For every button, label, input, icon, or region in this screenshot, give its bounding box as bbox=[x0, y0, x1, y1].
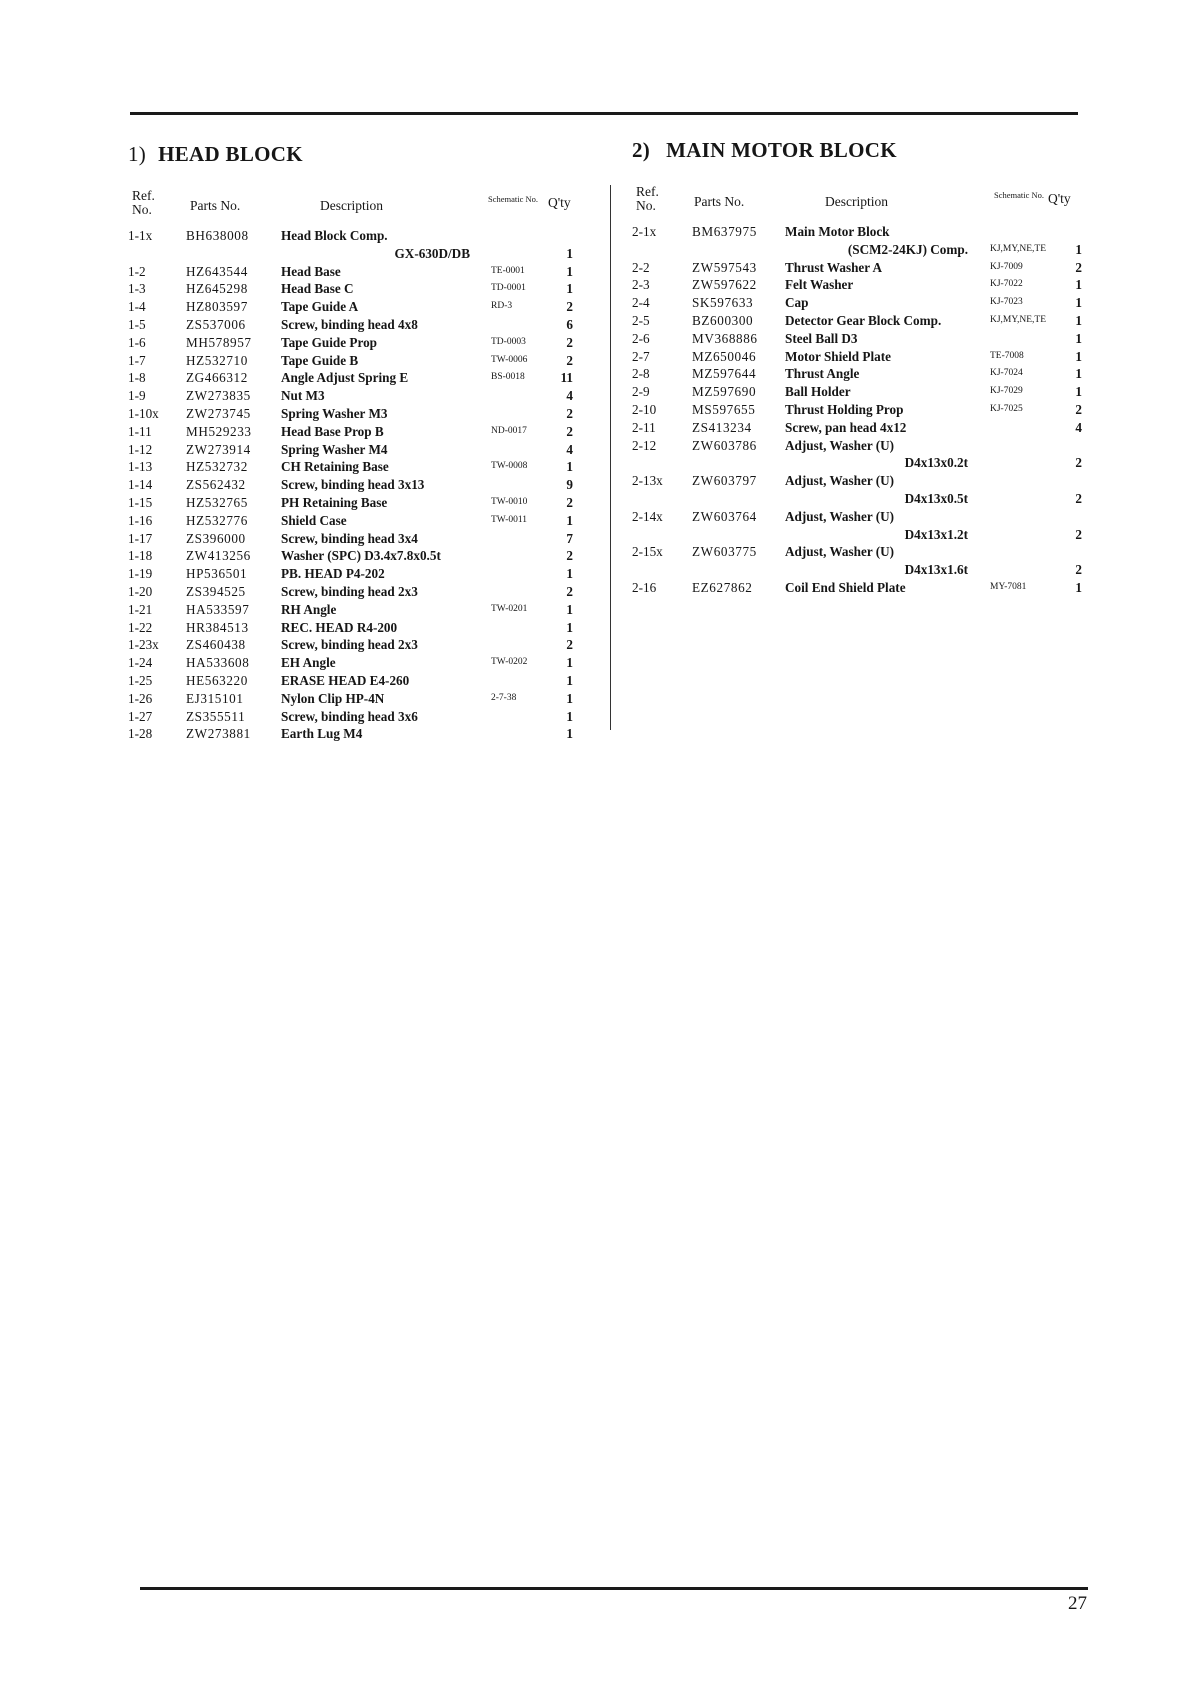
table-row: 1-27 ZS355511 Screw, binding head 3x6 1 bbox=[128, 708, 573, 724]
ref-cell: 2-3 bbox=[632, 277, 650, 293]
description-cell: Tape Guide Prop bbox=[281, 334, 378, 350]
ref-cell: 2-11 bbox=[632, 419, 656, 435]
description-cell: Head Block Comp. bbox=[281, 228, 388, 243]
description-cell: Thrust Washer A bbox=[785, 259, 882, 275]
ref-cell: 1-24 bbox=[128, 655, 153, 671]
table-row: 1-11 MH529233 Head Base Prop B ND-0017 2 bbox=[128, 423, 573, 439]
ref-cell: 2-2 bbox=[632, 259, 650, 275]
ref-cell: 2-15x bbox=[632, 544, 663, 560]
table-header bbox=[128, 189, 588, 227]
parts-cell: ZW597622 bbox=[692, 277, 757, 293]
description-cell: Felt Washer bbox=[785, 277, 854, 293]
parts-cell: ZW603797 bbox=[692, 473, 757, 489]
schematic-cell: ND-0017 bbox=[491, 425, 527, 436]
parts-cell: ZW603775 bbox=[692, 544, 757, 560]
table-row: 1-7 HZ532710 Tape Guide B TW-0006 2 bbox=[128, 352, 573, 368]
description-cell: Nut M3 bbox=[281, 388, 325, 404]
description-cell: REC. HEAD R4-200 bbox=[281, 619, 398, 635]
schematic-cell: KJ-7023 bbox=[990, 297, 1023, 308]
parts-cell: HZ532710 bbox=[186, 352, 248, 368]
parts-cell: HZ532765 bbox=[186, 494, 248, 510]
parts-cell: MH529233 bbox=[186, 423, 252, 439]
description-cell: Cap bbox=[785, 295, 809, 311]
table-row bbox=[632, 543, 1092, 561]
ref-cell: 1-10x bbox=[128, 405, 159, 421]
schematic-cell: KJ,MY,NE,TE bbox=[990, 314, 1047, 325]
description-cell: Adjust, Washer (U) bbox=[785, 544, 895, 560]
schematic-cell: TD-0003 bbox=[491, 336, 526, 347]
section-number: 2) bbox=[632, 138, 651, 162]
table-row bbox=[632, 508, 1092, 526]
parts-cell: ZS394525 bbox=[186, 583, 246, 599]
ref-cell: 1-13 bbox=[128, 459, 153, 475]
table-row: 2-16 EZ627862 Coil End Shield Plate MY-7081 1 bbox=[632, 579, 1082, 595]
description-cell: Screw, binding head 3x4 bbox=[281, 530, 418, 546]
table-row: 1-18 ZW413256 Washer (SPC) D3.4x7.8x0.5t 2 bbox=[128, 548, 573, 564]
description-cell: Motor Shield Plate bbox=[785, 348, 891, 364]
header-schematic: Schematic No. bbox=[994, 190, 1045, 200]
table-row: (SCM2-24KJ) Comp. KJ,MY,NE,TE 1 bbox=[847, 241, 1082, 257]
description-cell: Tape Guide B bbox=[281, 352, 359, 368]
parts-cell: HA533608 bbox=[186, 655, 250, 671]
header-parts: Parts No. bbox=[190, 198, 241, 213]
ref-cell: 2-1x bbox=[632, 224, 657, 239]
description-cell: D4x13x0.5t bbox=[904, 490, 968, 506]
description-cell: Tape Guide A bbox=[281, 299, 359, 315]
parts-cell: HR384513 bbox=[186, 619, 249, 635]
ref-cell: 2-6 bbox=[632, 330, 650, 346]
parts-cell: MS597655 bbox=[692, 401, 756, 417]
table-row: 1-12 ZW273914 Spring Washer M4 4 bbox=[128, 441, 573, 457]
header-ref: Ref. No. bbox=[132, 188, 155, 217]
parts-cell: ZS537006 bbox=[186, 316, 246, 332]
parts-cell: EZ627862 bbox=[692, 579, 753, 595]
section-number: 1) bbox=[128, 142, 147, 166]
schematic-cell: KJ,MY,NE,TE bbox=[990, 243, 1047, 254]
schematic-cell: TW-0011 bbox=[491, 514, 528, 525]
table-row: D4x13x1.6t 2 bbox=[904, 562, 1082, 578]
column-divider bbox=[610, 185, 611, 730]
description-cell: RH Angle bbox=[281, 601, 337, 617]
parts-cell: ZW597543 bbox=[692, 259, 757, 275]
ref-cell: 1-5 bbox=[128, 316, 146, 332]
bottom-rule bbox=[140, 1587, 1088, 1590]
table-row: 1-21 HA533597 RH Angle TW-0201 1 bbox=[128, 601, 573, 617]
table-row: 1-16 HZ532776 Shield Case TW-0011 1 bbox=[128, 512, 573, 528]
header-description: Description bbox=[825, 194, 888, 209]
description-cell: Screw, binding head 3x6 bbox=[281, 708, 418, 724]
table-row: 1-15 HZ532765 PH Retaining Base TW-0010 2 bbox=[128, 494, 573, 510]
ref-cell: 1-15 bbox=[128, 494, 153, 510]
ref-cell: 1-3 bbox=[128, 281, 146, 297]
table-row: 1-8 ZG466312 Angle Adjust Spring E BS-0018 11 bbox=[128, 370, 573, 386]
parts-cell: HE563220 bbox=[186, 672, 248, 688]
schematic-cell: KJ-7024 bbox=[990, 368, 1023, 379]
table-row: 2-9 MZ597690 Ball Holder KJ-7029 1 bbox=[632, 384, 1082, 400]
schematic-cell: TE-0001 bbox=[491, 265, 525, 276]
parts-cell: MZ597690 bbox=[692, 384, 757, 400]
ref-cell: 2-16 bbox=[632, 579, 657, 595]
ref-cell: 1-21 bbox=[128, 601, 153, 617]
ref-cell: 1-26 bbox=[128, 690, 153, 706]
parts-cell: SK597633 bbox=[692, 295, 754, 311]
description-cell: Coil End Shield Plate bbox=[785, 579, 906, 595]
schematic-cell: MY-7081 bbox=[990, 581, 1027, 592]
table-row: 1-9 ZW273835 Nut M3 4 bbox=[128, 388, 573, 404]
parts-cell: HZ803597 bbox=[186, 299, 248, 315]
table-row: 1-6 MH578957 Tape Guide Prop TD-0003 2 bbox=[128, 334, 573, 350]
table-row: 2-2 ZW597543 Thrust Washer A KJ-7009 2 bbox=[632, 259, 1082, 275]
table-row: 1-19 HP536501 PB. HEAD P4-202 1 bbox=[128, 566, 573, 582]
parts-cell: MZ650046 bbox=[692, 348, 757, 364]
table-row: 1-4 HZ803597 Tape Guide A RD-3 2 bbox=[128, 299, 573, 315]
table-row: 1-26 EJ315101 Nylon Clip HP-4N 2-7-38 1 bbox=[128, 690, 573, 706]
table-row: 2-8 MZ597644 Thrust Angle KJ-7024 1 bbox=[632, 366, 1082, 382]
ref-cell: 1-12 bbox=[128, 441, 153, 457]
description-cell: Spring Washer M4 bbox=[281, 441, 388, 457]
main-motor-block-title bbox=[632, 138, 1092, 163]
parts-cell: HZ532776 bbox=[186, 512, 248, 528]
ref-cell: 2-8 bbox=[632, 366, 650, 382]
ref-cell: 2-14x bbox=[632, 508, 663, 524]
schematic-cell: TW-0010 bbox=[491, 496, 528, 507]
schematic-cell: TE-7008 bbox=[990, 350, 1024, 361]
schematic-cell: KJ-7009 bbox=[990, 261, 1023, 272]
parts-cell: ZW273835 bbox=[186, 388, 251, 404]
parts-cell: ZS413234 bbox=[692, 419, 752, 435]
ref-cell: 1-18 bbox=[128, 548, 153, 564]
parts-cell: BM637975 bbox=[692, 224, 757, 239]
description-cell: Spring Washer M3 bbox=[281, 405, 388, 421]
description-cell: Screw, binding head 4x8 bbox=[281, 316, 418, 332]
parts-cell: ZW273914 bbox=[186, 441, 251, 457]
schematic-cell: TW-0008 bbox=[491, 461, 528, 472]
ref-cell: 1-8 bbox=[128, 370, 146, 386]
table-row bbox=[632, 223, 1092, 241]
description-cell: (SCM2-24KJ) Comp. bbox=[847, 241, 968, 257]
schematic-cell: KJ-7022 bbox=[990, 279, 1023, 290]
ref-cell: 1-16 bbox=[128, 512, 153, 528]
schematic-cell: KJ-7029 bbox=[990, 386, 1023, 397]
description-cell: Adjust, Washer (U) bbox=[785, 437, 895, 453]
parts-cell: ZW273745 bbox=[186, 405, 251, 421]
table-row: GX-630D/DB 1 bbox=[394, 245, 573, 261]
description-cell: Detector Gear Block Comp. bbox=[785, 312, 942, 328]
parts-cell: HZ532732 bbox=[186, 459, 248, 475]
description-cell: Earth Lug M4 bbox=[281, 726, 363, 742]
table-row: 1-24 HA533608 EH Angle TW-0202 1 bbox=[128, 655, 573, 671]
ref-cell: 1-11 bbox=[128, 423, 152, 439]
description-cell: Ball Holder bbox=[785, 384, 851, 400]
parts-cell: ZS396000 bbox=[186, 530, 246, 546]
header-schematic: Schematic No. bbox=[488, 194, 539, 204]
description-cell: Screw, binding head 2x3 bbox=[281, 583, 418, 599]
table-header bbox=[632, 185, 1092, 223]
ref-cell: 1-27 bbox=[128, 708, 153, 724]
head-block-title bbox=[128, 142, 588, 167]
page-number: 27 bbox=[1068, 1593, 1087, 1614]
description-cell: Nylon Clip HP-4N bbox=[281, 690, 385, 706]
description-cell: EH Angle bbox=[281, 655, 336, 671]
ref-cell: 1-17 bbox=[128, 530, 153, 546]
description-cell: D4x13x1.6t bbox=[904, 562, 968, 578]
ref-cell: 2-5 bbox=[632, 312, 650, 328]
table-row: 1-13 HZ532732 CH Retaining Base TW-0008 1 bbox=[128, 459, 573, 475]
ref-cell: 1-28 bbox=[128, 726, 153, 742]
description-cell: Adjust, Washer (U) bbox=[785, 508, 895, 524]
ref-cell: 1-22 bbox=[128, 619, 153, 635]
ref-cell: 1-25 bbox=[128, 672, 153, 688]
ref-cell: 2-7 bbox=[632, 348, 650, 364]
parts-cell: HP536501 bbox=[186, 566, 248, 582]
parts-cell: HA533597 bbox=[186, 601, 250, 617]
description-cell: Washer (SPC) D3.4x7.8x0.5t bbox=[281, 548, 441, 564]
table-row: 2-10 MS597655 Thrust Holding Prop KJ-7025 2 bbox=[632, 401, 1082, 417]
parts-cell: ZS562432 bbox=[186, 477, 246, 493]
header-description: Description bbox=[320, 198, 383, 213]
description-cell: D4x13x0.2t bbox=[904, 455, 968, 471]
ref-cell: 1-20 bbox=[128, 583, 153, 599]
description-cell: Screw, binding head 2x3 bbox=[281, 637, 418, 653]
ref-cell: 2-13x bbox=[632, 473, 663, 489]
ref-cell: 2-4 bbox=[632, 295, 650, 311]
ref-cell: 2-9 bbox=[632, 384, 650, 400]
table-row: D4x13x1.2t 2 bbox=[904, 526, 1082, 542]
header-qty: Q'ty bbox=[548, 195, 571, 210]
table-row: 1-25 HE563220 ERASE HEAD E4-260 1 bbox=[128, 672, 573, 688]
header-ref: Ref. No. bbox=[636, 184, 659, 213]
head-block-section bbox=[128, 142, 588, 743]
table-row: 2-6 MV368886 Steel Ball D3 1 bbox=[632, 330, 1082, 346]
description-cell: Head Base bbox=[281, 263, 341, 279]
parts-cell: BH638008 bbox=[186, 228, 249, 243]
table-row: D4x13x0.2t 2 bbox=[904, 455, 1082, 471]
ref-cell: 1-9 bbox=[128, 388, 146, 404]
table-row: 1-23x ZS460438 Screw, binding head 2x3 2 bbox=[128, 637, 573, 653]
ref-cell: 2-10 bbox=[632, 401, 657, 417]
description-cell: PH Retaining Base bbox=[281, 494, 388, 510]
schematic-cell: TW-0202 bbox=[491, 657, 528, 668]
description-cell: Screw, binding head 3x13 bbox=[281, 477, 425, 493]
parts-cell: MH578957 bbox=[186, 334, 252, 350]
ref-cell: 1-23x bbox=[128, 637, 159, 653]
head-block-rows bbox=[128, 227, 588, 743]
ref-cell: 1-6 bbox=[128, 334, 146, 350]
parts-cell: HZ645298 bbox=[186, 281, 248, 297]
parts-cell: MZ597644 bbox=[692, 366, 757, 382]
table-row: 1-20 ZS394525 Screw, binding head 2x3 2 bbox=[128, 583, 573, 599]
table-row: D4x13x0.5t 2 bbox=[904, 490, 1082, 506]
description-cell: Shield Case bbox=[281, 512, 347, 528]
parts-cell: MV368886 bbox=[692, 330, 758, 346]
schematic-cell: 2-7-38 bbox=[491, 692, 517, 703]
description-cell: Thrust Angle bbox=[785, 366, 860, 382]
parts-cell: EJ315101 bbox=[186, 690, 244, 706]
parts-cell: ZG466312 bbox=[186, 370, 248, 386]
table-row: 2-3 ZW597622 Felt Washer KJ-7022 1 bbox=[632, 277, 1082, 293]
table-row: 1-14 ZS562432 Screw, binding head 3x13 9 bbox=[128, 477, 573, 493]
table-row: 2-4 SK597633 Cap KJ-7023 1 bbox=[632, 295, 1082, 311]
description-cell: GX-630D/DB bbox=[394, 245, 470, 261]
table-row: 1-5 ZS537006 Screw, binding head 4x8 6 bbox=[128, 316, 573, 332]
parts-cell: HZ643544 bbox=[186, 263, 248, 279]
ref-cell: 1-14 bbox=[128, 477, 153, 493]
parts-cell: BZ600300 bbox=[692, 312, 754, 328]
header-parts: Parts No. bbox=[694, 194, 745, 209]
description-cell: Adjust, Washer (U) bbox=[785, 473, 895, 489]
table-row: 1-2 HZ643544 Head Base TE-0001 1 bbox=[128, 263, 573, 279]
table-row: 2-11 ZS413234 Screw, pan head 4x12 4 bbox=[632, 419, 1082, 435]
description-cell: Steel Ball D3 bbox=[785, 330, 858, 346]
table-row: 1-10x ZW273745 Spring Washer M3 2 bbox=[128, 405, 573, 421]
table-row bbox=[632, 472, 1092, 490]
section-title-text: HEAD BLOCK bbox=[158, 142, 303, 166]
ref-cell: 1-1x bbox=[128, 228, 153, 243]
description-cell: Head Base Prop B bbox=[281, 423, 384, 439]
ref-cell: 1-19 bbox=[128, 566, 153, 582]
schematic-cell: KJ-7025 bbox=[990, 403, 1023, 414]
description-cell: Angle Adjust Spring E bbox=[281, 370, 409, 386]
schematic-cell: TD-0001 bbox=[491, 283, 526, 294]
main-motor-block-rows bbox=[632, 223, 1092, 597]
schematic-cell: RD-3 bbox=[491, 301, 513, 312]
description-cell: CH Retaining Base bbox=[281, 459, 389, 475]
table-row: 1-3 HZ645298 Head Base C TD-0001 1 bbox=[128, 281, 573, 297]
parts-cell: ZW273881 bbox=[186, 726, 251, 742]
table-row: 2-5 BZ600300 Detector Gear Block Comp. KJ,MY,NE,TE 1 bbox=[632, 312, 1082, 328]
description-cell: Thrust Holding Prop bbox=[785, 401, 904, 417]
section-title-text: MAIN MOTOR BLOCK bbox=[666, 138, 897, 162]
schematic-cell: BS-0018 bbox=[491, 372, 525, 383]
table-row bbox=[128, 227, 588, 245]
parts-cell: ZS355511 bbox=[186, 708, 246, 724]
schematic-cell: TW-0201 bbox=[491, 603, 528, 614]
header-qty: Q'ty bbox=[1048, 191, 1071, 206]
description-cell: PB. HEAD P4-202 bbox=[281, 566, 385, 582]
table-row: 1-28 ZW273881 Earth Lug M4 1 bbox=[128, 726, 573, 742]
table-row: 2-7 MZ650046 Motor Shield Plate TE-7008 1 bbox=[632, 348, 1082, 364]
description-cell: ERASE HEAD E4-260 bbox=[281, 672, 410, 688]
parts-cell: ZS460438 bbox=[186, 637, 246, 653]
table-row bbox=[632, 437, 1092, 455]
parts-cell: ZW603786 bbox=[692, 437, 757, 453]
ref-cell: 1-7 bbox=[128, 352, 146, 368]
ref-cell: 1-4 bbox=[128, 299, 146, 315]
main-motor-block-section bbox=[632, 138, 1092, 597]
table-row: 1-17 ZS396000 Screw, binding head 3x4 7 bbox=[128, 530, 573, 546]
ref-cell: 1-2 bbox=[128, 263, 146, 279]
table-row: 1-22 HR384513 REC. HEAD R4-200 1 bbox=[128, 619, 573, 635]
description-cell: Head Base C bbox=[281, 281, 354, 297]
top-rule bbox=[130, 112, 1078, 115]
ref-cell: 2-12 bbox=[632, 437, 657, 453]
description-cell: Screw, pan head 4x12 bbox=[785, 419, 907, 435]
description-cell: D4x13x1.2t bbox=[904, 526, 968, 542]
parts-cell: ZW413256 bbox=[186, 548, 251, 564]
schematic-cell: TW-0006 bbox=[491, 354, 528, 365]
description-cell: Main Motor Block bbox=[785, 224, 890, 239]
parts-cell: ZW603764 bbox=[692, 508, 757, 524]
